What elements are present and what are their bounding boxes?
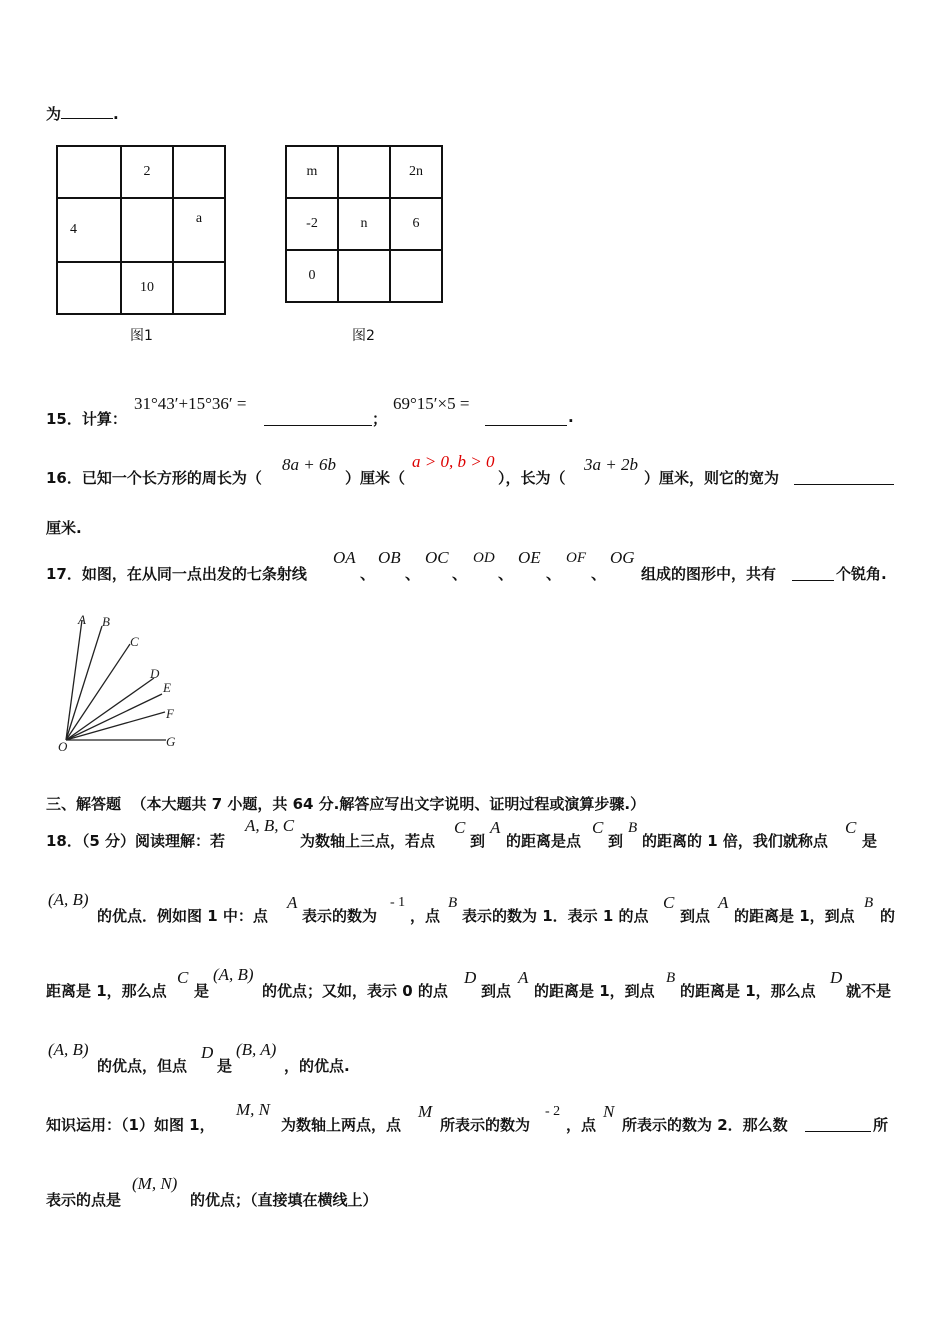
q18-math: D [464, 968, 477, 987]
q16-text-2: ），长为（ [498, 469, 566, 487]
ray-og: OG [610, 548, 635, 567]
grid2-cell: 2n [390, 146, 442, 198]
q16-answer-blank[interactable] [794, 470, 894, 485]
q18-math: M [418, 1102, 433, 1121]
answer-blank-14[interactable] [61, 104, 113, 119]
q18-math: M, N [236, 1100, 270, 1119]
q18-math: D [830, 968, 843, 987]
q17-sep: 、 [498, 565, 514, 583]
figure-2-caption: 图2 [352, 328, 375, 344]
fig-label-o: O [58, 739, 68, 753]
q18-text: ，点 [410, 907, 441, 925]
q16-text-1: ）厘米（ [345, 469, 406, 487]
q18-math: A [490, 818, 501, 837]
q17-sep: 、 [591, 565, 607, 583]
q18-math: C [845, 818, 857, 837]
top-prefix: 为 [46, 105, 62, 123]
grid2-cell [338, 250, 390, 302]
fig-label-g: G [166, 734, 176, 749]
q18-text: 的距离是 1，到点 [734, 907, 855, 925]
q18-text: 就不是 [846, 982, 892, 1000]
q18-text: 是 [194, 982, 210, 1000]
q17-sep: 、 [546, 565, 562, 583]
rays-figure [50, 608, 190, 753]
q18-math: (A, B) [48, 890, 89, 909]
q17-label: 17．如图，在从同一点出发的七条射线 [46, 565, 307, 583]
q18-text: 到点 [481, 982, 512, 1000]
q18-math: C [454, 818, 466, 837]
ray-oa: OA [333, 548, 356, 567]
q18-text: 的优点，但点 [97, 1057, 188, 1075]
q15-expression-2: 69°15′×5 = [393, 394, 470, 413]
q18-math: B [864, 895, 874, 911]
grid2-cell: n [338, 198, 390, 250]
grid2-cell [338, 146, 390, 198]
magic-square-figure-2 [285, 145, 443, 303]
q18-text: 的 [880, 907, 896, 925]
q18-text: 18．（5 分）阅读理解：若 [46, 832, 226, 850]
ray-oe: OE [518, 548, 541, 567]
top-line [46, 103, 119, 124]
q16-line-2: 厘米. [46, 519, 82, 537]
grid1-cell [57, 262, 121, 314]
grid2-cell: 0 [286, 250, 338, 302]
grid2-cell: 6 [390, 198, 442, 250]
q18-text: 所表示的数为 2．那么数 [622, 1116, 788, 1134]
q18-math: A [518, 968, 529, 987]
q15-label: 15．计算： [46, 410, 127, 428]
grid1-cell [173, 262, 225, 314]
q18-text: ，点 [566, 1116, 597, 1134]
q16-label: 16．已知一个长方形的周长为（ [46, 469, 262, 487]
q18-text: 所表示的数为 [440, 1116, 531, 1134]
q16-length-expr: 3a + 2b [584, 455, 638, 474]
q15-separator: ； [372, 410, 388, 428]
q18-math: A [718, 893, 729, 912]
grid2-cell [390, 250, 442, 302]
q18-text: 的优点．例如图 1 中：点 [97, 907, 268, 925]
q16-perimeter-expr: 8a + 6b [282, 455, 336, 474]
fig-label-d: D [150, 666, 160, 681]
q18-math: (A, B) [213, 965, 254, 984]
fig-label-c: C [130, 634, 139, 649]
grid2-cell: m [286, 146, 338, 198]
grid1-cell [173, 146, 225, 198]
q17-text-1: 组成的图形中，共有 [641, 565, 777, 583]
ray-line-d [66, 678, 154, 740]
grid1-cell: 4 [57, 198, 121, 262]
q18-text: 的优点；（直接填在横线上） [190, 1191, 378, 1209]
q18-text: 到 [470, 832, 486, 850]
ray-line-a [66, 620, 82, 740]
q18-text: 表示的数为 [302, 907, 378, 925]
q15-answer-blank-1[interactable] [264, 411, 372, 426]
q18-math: (A, B) [48, 1040, 89, 1059]
ray-od: OD [473, 550, 495, 566]
section-3-heading [46, 793, 645, 814]
q18-text: 表示的点是 [46, 1191, 122, 1209]
q18-math: D [201, 1043, 214, 1062]
q18-text: 到点 [680, 907, 711, 925]
q18-text: 为数轴上两点，点 [281, 1116, 402, 1134]
section-3-description: （本大题共 7 小题，共 64 分.解答应写出文字说明、证明过程或演算步骤.） [131, 795, 646, 813]
q18-text: 的距离是 1，那么点 [680, 982, 816, 1000]
q18-math: (M, N) [132, 1174, 178, 1193]
ray-ob: OB [378, 548, 401, 567]
q18-math: A, B, C [245, 816, 295, 835]
q15-answer-blank-2[interactable] [485, 411, 567, 426]
q18-text: 到 [608, 832, 624, 850]
ray-oc: OC [425, 548, 449, 567]
fig-label-f: F [166, 706, 174, 721]
q18-text: ，的优点. [284, 1057, 350, 1075]
q18-text: 是 [862, 832, 878, 850]
q18-math: C [663, 893, 675, 912]
fig-label-e: E [163, 680, 171, 695]
q18-text: 是 [217, 1057, 233, 1075]
q18-text: 距离是 1，那么点 [46, 982, 167, 1000]
grid1-cell: 10 [121, 262, 173, 314]
grid1-cell: 2 [121, 146, 173, 198]
q18-math: B [448, 895, 458, 911]
q18-text: 知识运用：（1）如图 1， [46, 1116, 215, 1134]
q18-text: 的优点；又如，表示 0 的点 [262, 982, 448, 1000]
q18-math: - 1 [390, 895, 406, 910]
q17-sep: 、 [360, 565, 376, 583]
figure-1-caption: 图1 [130, 328, 153, 344]
q15-end: . [568, 408, 574, 426]
magic-square-figure-1 [56, 145, 226, 315]
grid1-cell: a [173, 198, 225, 262]
q17-text-2: 个锐角. [836, 565, 887, 583]
grid1-cell [57, 146, 121, 198]
q18-text: 的距离是点 [506, 832, 582, 850]
ray-line-c [66, 644, 130, 740]
ray-of: OF [566, 550, 586, 566]
q17-answer-blank[interactable] [792, 566, 834, 581]
q18-math: N [603, 1102, 615, 1121]
section-3-title: 三、解答题 [46, 795, 122, 813]
q18-math: B [666, 970, 676, 986]
fig-label-b: B [102, 614, 110, 629]
q18-math: C [592, 818, 604, 837]
grid2-cell: -2 [286, 198, 338, 250]
q18-text: 的距离是 1，到点 [534, 982, 655, 1000]
q18-math: C [177, 968, 189, 987]
ray-line-b [66, 626, 102, 740]
q18-math: - 2 [545, 1104, 561, 1119]
q15-expression-1: 31°43′+15°36′ = [134, 394, 247, 413]
q17-sep: 、 [452, 565, 468, 583]
q18-text: 所 [873, 1116, 889, 1134]
grid1-cell [121, 198, 173, 262]
q18-math: (B, A) [236, 1040, 277, 1059]
fig-label-a: A [78, 612, 86, 627]
top-suffix: . [113, 105, 119, 123]
q18-math: B [628, 820, 638, 836]
q16-condition-expr: a > 0, b > 0 [412, 452, 495, 471]
q18-answer-blank[interactable] [805, 1117, 871, 1132]
q18-text: 为数轴上三点，若点 [300, 832, 436, 850]
q18-math: A [287, 893, 298, 912]
q18-text: 的距离的 1 倍，我们就称点 [642, 832, 828, 850]
q17-sep: 、 [405, 565, 421, 583]
q18-text: 表示的数为 1．表示 1 的点 [462, 907, 649, 925]
q16-text-3: ）厘米，则它的宽为 [644, 469, 780, 487]
